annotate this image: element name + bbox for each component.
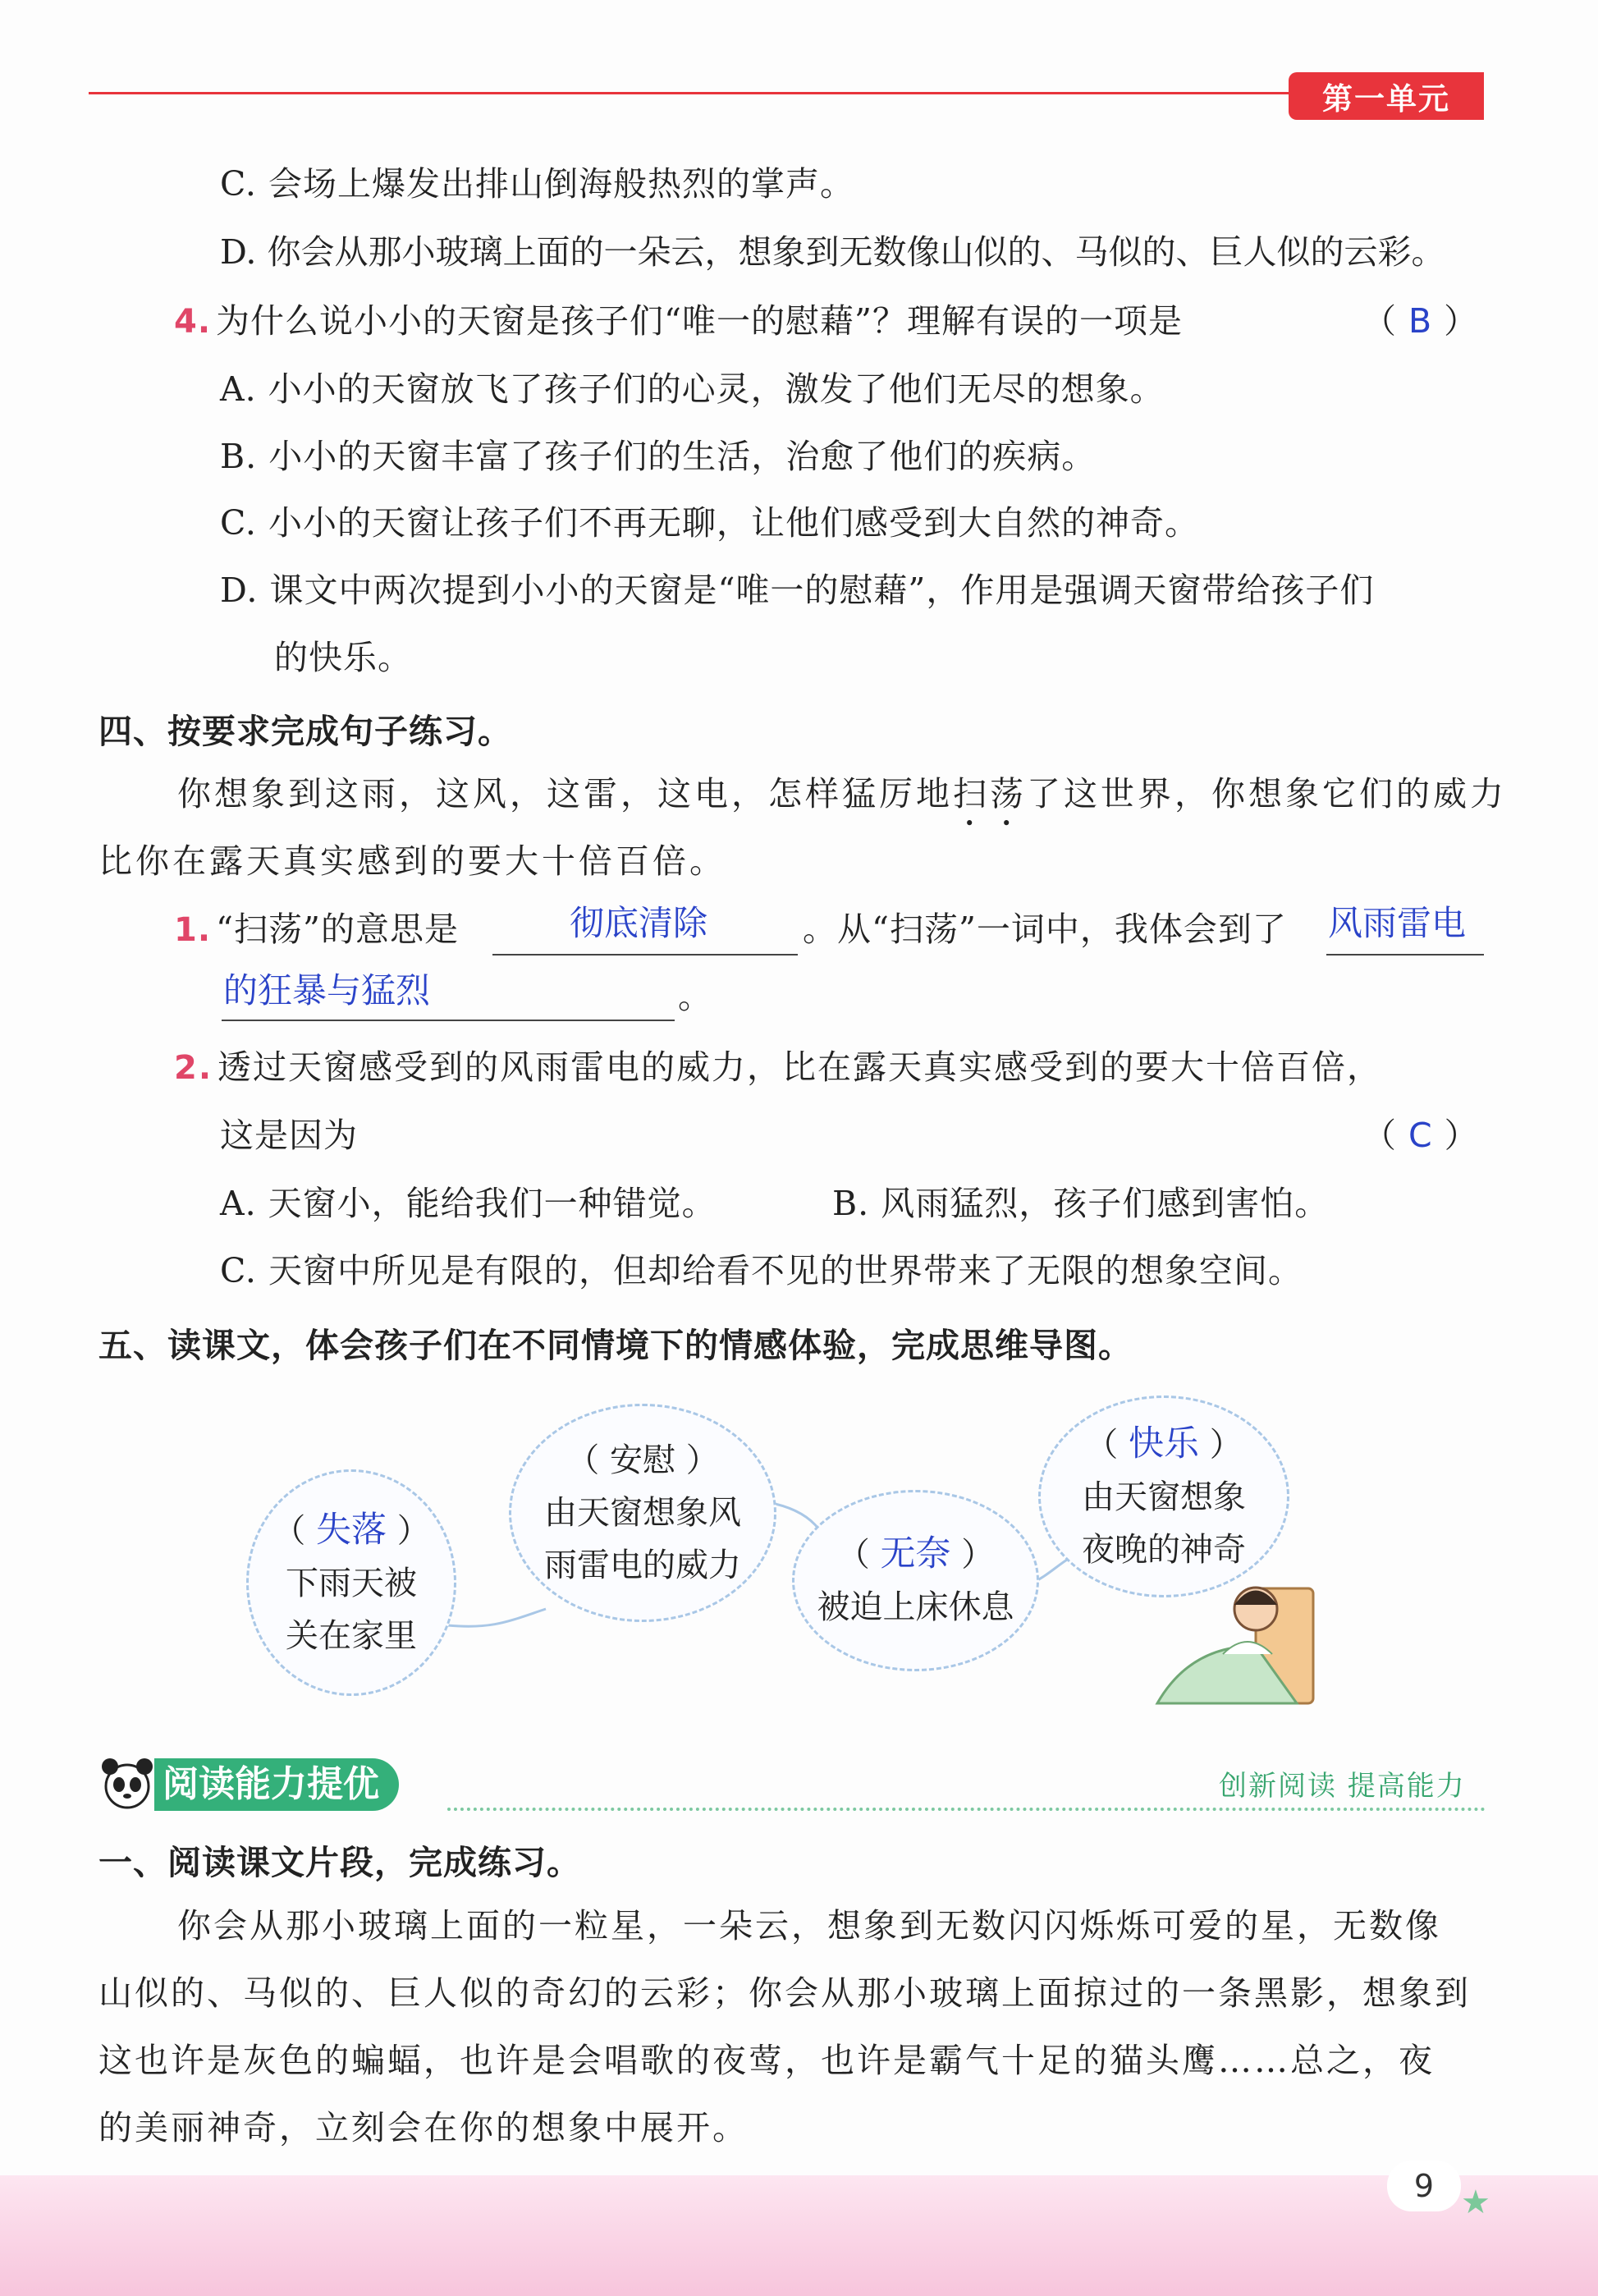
- dotted-word: 扫荡: [953, 774, 1027, 813]
- panda-icon: [98, 1753, 156, 1816]
- q4-2-stem-line2: 这是因为: [220, 1116, 358, 1155]
- q4-2-option-b: B. 风雨猛烈，孩子们感到害怕。: [832, 1184, 1330, 1223]
- page-number: 9: [1387, 2161, 1461, 2211]
- section4-passage-line2: 比你在露天真实感到的要大十倍百倍。: [98, 841, 726, 881]
- reading-banner-divider: [447, 1808, 1486, 1811]
- cloud-1-answer: 失落: [316, 1509, 387, 1551]
- paren-open: （: [1362, 301, 1397, 341]
- reading-banner-label: 阅读能力提优: [154, 1758, 399, 1811]
- q4-answer: B: [1408, 301, 1433, 341]
- q4-option-a: A. 小小的天窗放飞了孩子们的心灵，激发了他们无尽的想象。: [220, 369, 1165, 409]
- q4-1-end: 。: [678, 977, 712, 1016]
- mindmap-cloud-2: [509, 1404, 776, 1622]
- cloud-1-line2: 关在家里: [286, 1616, 417, 1655]
- child-in-bed-illustration: [1133, 1572, 1330, 1712]
- cloud-1-answer-row: （ 失落 ）: [272, 1509, 430, 1551]
- passage-text: 你想象到这雨，这风，这雷，这电，怎样猛厉地: [177, 774, 953, 813]
- q4-1-text-b: 。从“扫荡”一词中，我体会到了: [803, 910, 1287, 949]
- cloud-2-answer: 安慰: [610, 1441, 675, 1479]
- cloud-3-answer-row: （ 无奈 ）: [836, 1533, 995, 1574]
- cloud-4-line1: 由天窗想象: [1082, 1478, 1246, 1516]
- reading-section-banner: [98, 1753, 443, 1816]
- cloud-4-answer-row: （ 快乐 ）: [1085, 1423, 1243, 1464]
- q4-stem-text: 为什么说小小的天窗是孩子们“唯一的慰藉”？理解有误的一项是: [216, 301, 1183, 341]
- q4-option-c: C. 小小的天窗让孩子们不再无聊，让他们感受到大自然的神奇。: [220, 503, 1199, 543]
- reading-banner-subtitle: 创新阅读 提高能力: [1219, 1770, 1466, 1803]
- q4-1-answer-2a: 风雨雷电: [1328, 903, 1467, 943]
- footer-band: [0, 2175, 1598, 2296]
- unit-badge: 第一单元: [1289, 72, 1484, 120]
- cloud-2-line2: 雨雷电的威力: [544, 1547, 741, 1584]
- paren-close: ）: [1444, 1116, 1479, 1155]
- reading-passage-line-3: 这也许是灰色的蝙蝠，也许是会唱歌的夜莺，也许是霸气十足的猫头鹰……总之，夜: [98, 2041, 1435, 2080]
- cloud-4-line2: 夜晚的神奇: [1082, 1530, 1246, 1569]
- mindmap-cloud-1: [246, 1469, 456, 1696]
- q3-option-d: D. 你会从那小玻璃上面的一朵云，想象到无数像山似的、马似的、巨人似的云彩。: [220, 232, 1445, 272]
- reading-passage-line-4: 的美丽神奇，立刻会在你的想象中展开。: [98, 2108, 749, 2147]
- cloud-2-line1: 由天窗想象风: [544, 1494, 741, 1532]
- paren-open: （: [1362, 1116, 1397, 1155]
- q4-2-option-c: C. 天窗中所见是有限的，但却给看不见的世界带来了无限的想象空间。: [220, 1251, 1303, 1290]
- passage-text: 了这世界，你想象它们的威力: [1027, 774, 1507, 813]
- q4-1-number: 1.: [174, 911, 212, 949]
- section4-title: 四、按要求完成句子练习。: [98, 712, 512, 751]
- mindmap-cloud-4: [1038, 1395, 1289, 1597]
- paren-close: ）: [1444, 301, 1479, 341]
- q4-1-answer-2b: 的狂暴与猛烈: [223, 970, 431, 1011]
- q4-2-option-a: A. 天窗小，能给我们一种错觉。: [220, 1184, 717, 1223]
- q4-number: 4.: [174, 303, 212, 341]
- cloud-1-line1: 下雨天被: [286, 1564, 417, 1602]
- section5-title: 五、读课文，体会孩子们在不同情境下的情感体验，完成思维导图。: [98, 1326, 1133, 1365]
- q4-option-d-line1: D. 课文中两次提到小小的天窗是“唯一的慰藉”，作用是强调天窗带给孩子们: [220, 571, 1375, 610]
- q4-option-d-line2: 的快乐。: [274, 638, 412, 677]
- star-icon: ★: [1461, 2184, 1490, 2221]
- q4-1-answer-1: 彻底清除: [570, 903, 708, 943]
- mindmap-cloud-3: [792, 1490, 1039, 1671]
- q4-2-stem-text: 透过天窗感受到的风雨雷电的威力，比在露天真实感受到的要大十倍百倍，: [217, 1047, 1383, 1087]
- cloud-4-answer: 快乐: [1129, 1423, 1199, 1464]
- cloud-3-answer: 无奈: [880, 1533, 951, 1574]
- cloud-2-answer-row: （ 安慰 ）: [566, 1441, 719, 1479]
- cloud-3-line1: 被迫上床休息: [817, 1588, 1014, 1626]
- reading-passage-line-2: 山似的、马似的、巨人似的奇幻的云彩；你会从那小玻璃上面掠过的一条黑影，想象到: [98, 1973, 1471, 2013]
- q3-option-c: C. 会场上爆发出排山倒海般热烈的掌声。: [220, 164, 854, 204]
- q4-1-text: “扫荡”的意思是: [216, 910, 459, 949]
- q4-2-number: 2.: [174, 1049, 213, 1087]
- reading-passage-line-1: 你会从那小玻璃上面的一粒星，一朵云，想象到无数闪闪烁烁可爱的星，无数像: [177, 1906, 1441, 1945]
- q4-2-answer: C: [1408, 1116, 1433, 1155]
- reading-q1-title: 一、阅读课文片段，完成练习。: [98, 1843, 581, 1882]
- q4-option-b: B. 小小的天窗丰富了孩子们的生活，治愈了他们的疾病。: [220, 437, 1097, 476]
